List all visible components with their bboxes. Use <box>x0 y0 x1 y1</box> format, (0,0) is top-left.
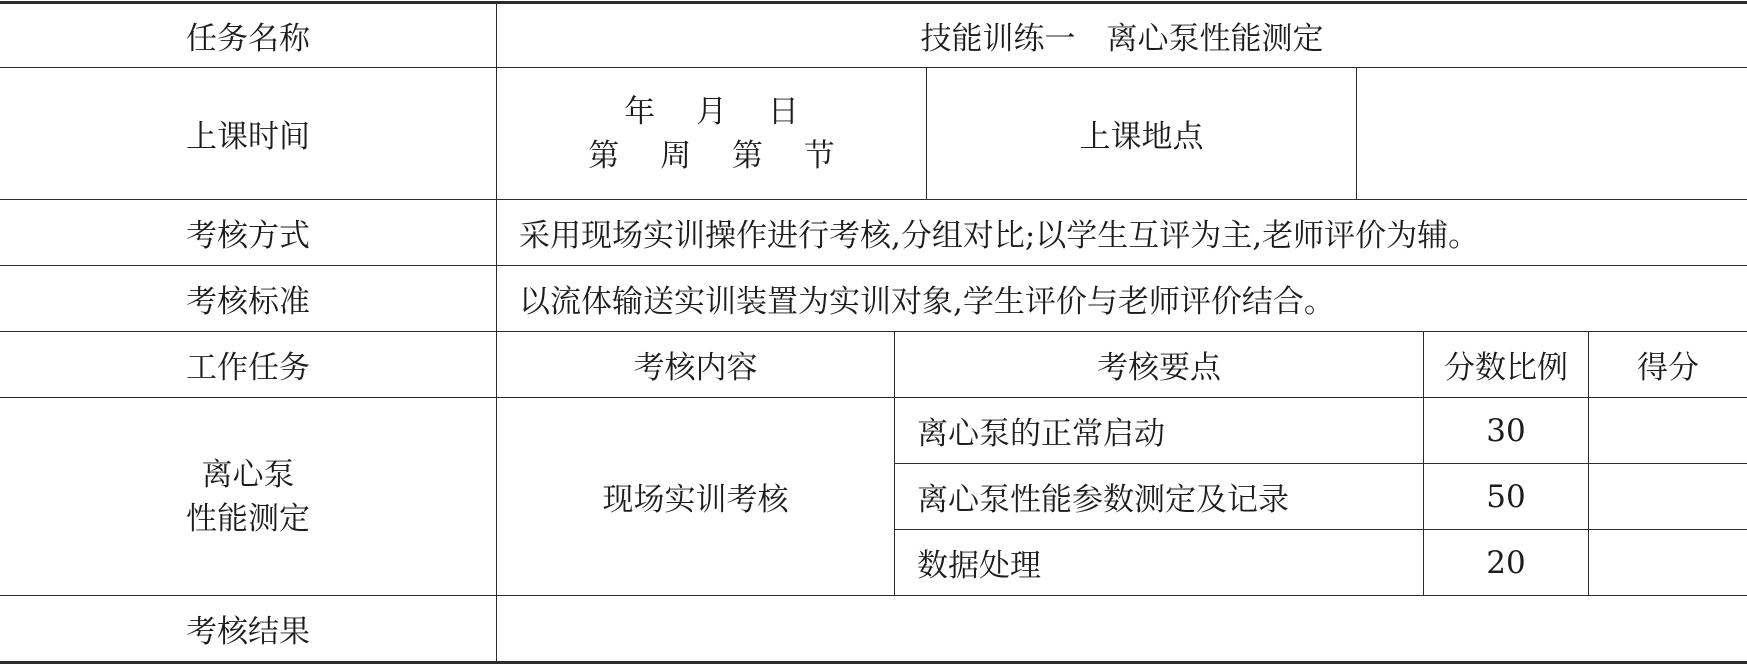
class-time-label: 上课时间 <box>186 119 310 155</box>
work-task-line: 性能测定 <box>186 500 310 537</box>
class-location-value <box>1357 68 1747 199</box>
assessment-point: 离心泵的正常启动 <box>917 416 1165 452</box>
assessment-standard-value: 以流体输送实训装置为实训对象,学生评价与老师评价结合。 <box>519 284 1335 320</box>
assessment-result-label: 考核结果 <box>186 614 310 650</box>
header-score-ratio: 分数比例 <box>1444 350 1568 386</box>
score-cell <box>1589 398 1747 463</box>
assessment-content-cell: 现场实训考核 <box>602 482 789 518</box>
header-assessment-points: 考核要点 <box>1097 350 1221 386</box>
score-ratio: 50 <box>1486 478 1526 515</box>
score-cell <box>1589 464 1747 529</box>
header-assessment-content: 考核内容 <box>633 350 758 386</box>
work-task-line: 离心泵 <box>201 456 295 493</box>
task-name-label: 任务名称 <box>186 21 310 57</box>
class-time-value <box>497 68 926 199</box>
score-ratio: 20 <box>1486 544 1526 581</box>
assessment-method-label: 考核方式 <box>186 218 310 254</box>
assessment-point: 数据处理 <box>917 548 1041 584</box>
assessment-point: 离心泵性能参数测定及记录 <box>917 482 1289 518</box>
date-line: 年 月 日 <box>624 93 799 130</box>
table-bottom-border <box>0 661 1747 664</box>
score-ratio: 30 <box>1486 412 1526 449</box>
class-location-label: 上课地点 <box>1079 119 1204 155</box>
assessment-result-value <box>497 596 1747 661</box>
week-line: 第 周 第 节 <box>588 137 835 174</box>
score-cell <box>1589 530 1747 595</box>
assessment-standard-label: 考核标准 <box>186 284 310 320</box>
task-name-value: 技能训练一 离心泵性能测定 <box>920 21 1324 57</box>
work-task-cell <box>0 398 496 595</box>
assessment-method-value: 采用现场实训操作进行考核,分组对比;以学生互评为主,老师评价为辅。 <box>519 218 1480 254</box>
header-score: 得分 <box>1637 350 1699 386</box>
header-work-task: 工作任务 <box>186 350 310 386</box>
